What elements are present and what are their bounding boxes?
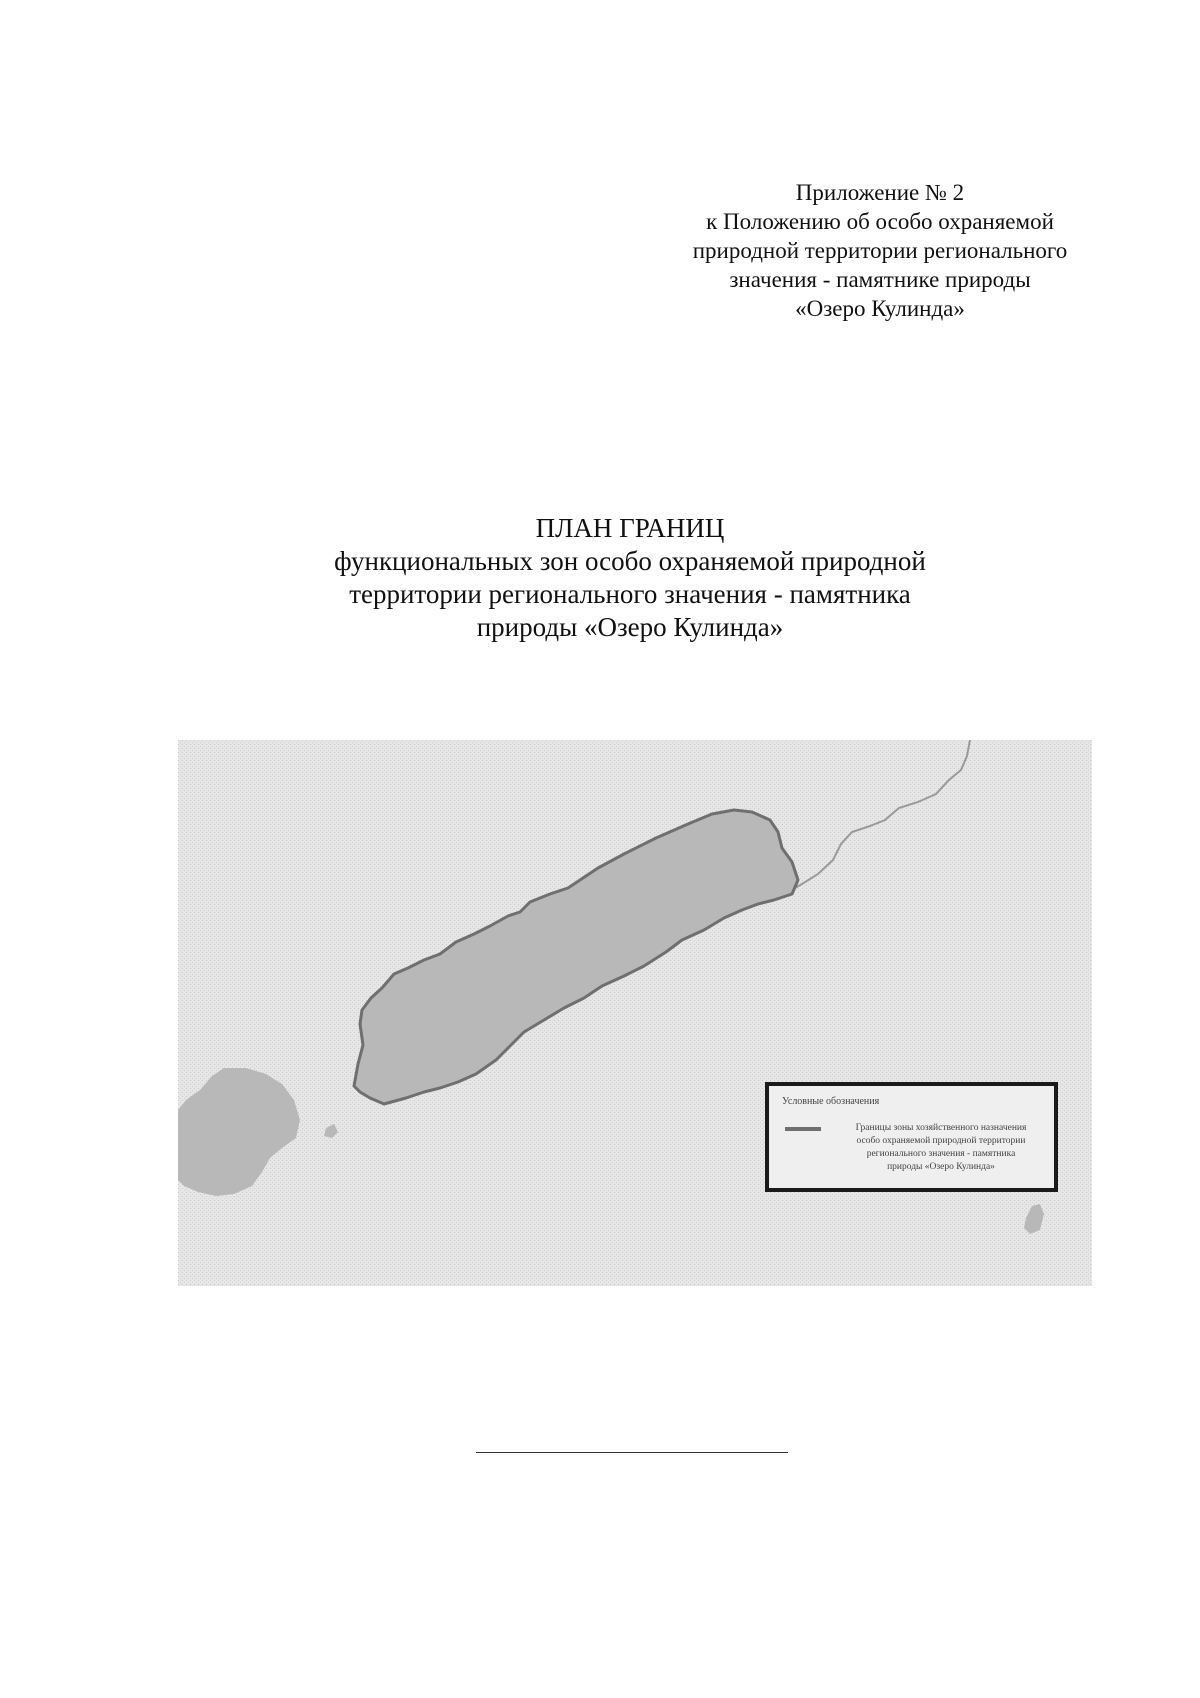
appendix-line: природной территории регионального [692, 238, 1068, 263]
plan-title-line: функциональных зон особо охраняемой природной [334, 546, 926, 576]
plan-title-line: территории регионального значения - памятника [349, 579, 911, 609]
appendix-line: «Озеро Кулинда» [795, 296, 965, 321]
boundary-map [178, 740, 1092, 1286]
legend-line: природы «Озеро Кулинда» [887, 1162, 995, 1172]
legend-line: регионального значения - памятника [866, 1149, 1016, 1159]
plan-heading: ПЛАН ГРАНИЦ [535, 513, 725, 543]
legend-line: особо охраняемой природной территории [856, 1136, 1026, 1146]
boundary-line-icon [785, 1127, 821, 1131]
map-texture [178, 740, 1092, 1286]
appendix-line: значения - памятнике природы [729, 267, 1031, 292]
appendix-line: Приложение № 2 [795, 180, 965, 205]
legend-item-label [831, 1122, 1051, 1174]
plan-title [240, 512, 1020, 644]
legend-line: Границы зоны хозяйственного назначения [855, 1123, 1027, 1133]
separator-line [476, 1452, 788, 1453]
map-legend [765, 1082, 1058, 1192]
appendix-line: к Положению об особо охраняемой [706, 209, 1054, 234]
plan-title-line: природы «Озеро Кулинда» [476, 612, 784, 642]
legend-title: Условные обозначения [782, 1096, 880, 1107]
appendix-header [660, 178, 1100, 323]
map-canvas [178, 740, 1092, 1286]
